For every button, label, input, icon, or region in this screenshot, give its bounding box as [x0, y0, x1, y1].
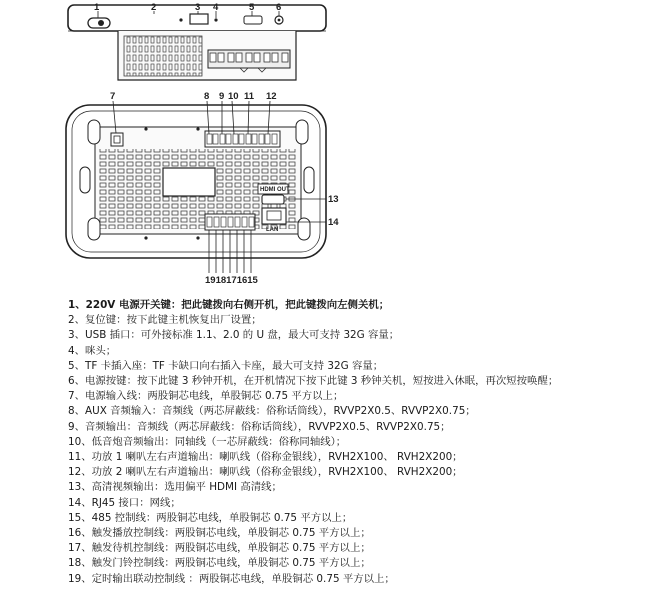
callout-9: 9	[219, 91, 225, 102]
callout-13: 13	[328, 194, 339, 205]
callout-5: 5	[249, 2, 255, 13]
callout-12: 12	[266, 91, 277, 102]
callout-1: 1	[94, 2, 100, 13]
legend-item-6: 6、电源按键：按下此键 3 秒钟开机，在开机情况下按下此键 3 秒钟关机，短按进入休眠，再次短按唤醒；	[68, 375, 559, 388]
legend-item-16: 16、触发播放控制线：两股铜芯电线，单股铜芯 0.75 平方以上；	[68, 527, 371, 540]
legend-item-3: 3、USB 插口：可外接标准 1.1、2.0 的 U 盘，最大可支持 32G 容量；	[68, 329, 400, 342]
legend-item-5: 5、TF 卡插入座：TF 卡缺口向右插入卡座，最大可支持 32G 容量；	[68, 359, 384, 372]
hdmi-out-label: HDMI OUT	[260, 187, 290, 193]
callout-7: 7	[110, 91, 116, 102]
callout-6: 6	[276, 2, 282, 13]
legend-item-11: 11、功放 1 喇叭左右声道输出：喇叭线（俗称金银线），RVH2X100、 RVH2X200；	[68, 451, 463, 464]
callout-14: 14	[328, 217, 339, 228]
legend-item-7: 7、电源输入线：两股铜芯电线，单股铜芯 0.75 平方以上；	[68, 390, 344, 403]
callout-4: 4	[213, 2, 219, 13]
legend-item-17: 17、触发待机控制线：两股铜芯电线，单股铜芯 0.75 平方以上；	[68, 542, 371, 555]
device-diagram	[0, 0, 650, 290]
top-view	[68, 2, 326, 80]
port-legend	[68, 298, 648, 587]
legend-item-8: 8、AUX 音频输入：音频线（两芯屏蔽线：俗称话筒线），RVVP2X0.5、RVVP2X0.75；	[68, 405, 476, 418]
legend-item-4: 4、咪头；	[68, 344, 117, 357]
legend-item-9: 9、音频输出：音频线（两芯屏蔽线：俗称话筒线），RVVP2X0.5、RVVP2X0.75；	[68, 420, 451, 433]
legend-item-10: 10、低音炮音频输出：同轴线（一芯屏蔽线：俗称同轴线）；	[68, 435, 347, 448]
back-view	[66, 91, 339, 286]
callout-15-19: 1918171615	[205, 275, 258, 286]
callout-10: 10	[228, 91, 239, 102]
callout-3: 3	[195, 2, 201, 13]
lan-label: LAN	[266, 227, 279, 233]
legend-item-14: 14、RJ45 接口：网线；	[68, 496, 181, 509]
legend-item-12: 12、功放 2 喇叭左右声道输出：喇叭线（俗称金银线），RVH2X100、 RVH2X200；	[68, 466, 463, 479]
legend-item-19: 19、定时输出联动控制线 ：两股铜芯电线，单股铜芯 0.75 平方以上；	[68, 572, 395, 585]
callout-11: 11	[244, 91, 255, 102]
legend-item-15: 15、485 控制线：两股铜芯电线，单股铜芯 0.75 平方以上；	[68, 511, 353, 524]
callout-2: 2	[151, 2, 157, 13]
legend-item-2: 2、复位键：按下此键主机恢复出厂设置；	[68, 314, 262, 327]
legend-item-13: 13、高清视频输出：选用偏平 HDMI 高清线；	[68, 481, 282, 494]
legend-item-1: 1、220V 电源开关键：把此键拨向右侧开机，把此键拨向左侧关机；	[68, 299, 390, 311]
legend-item-18: 18、触发门铃控制线：两股铜芯电线，单股铜芯 0.75 平方以上；	[68, 557, 371, 570]
callout-8: 8	[204, 91, 210, 102]
